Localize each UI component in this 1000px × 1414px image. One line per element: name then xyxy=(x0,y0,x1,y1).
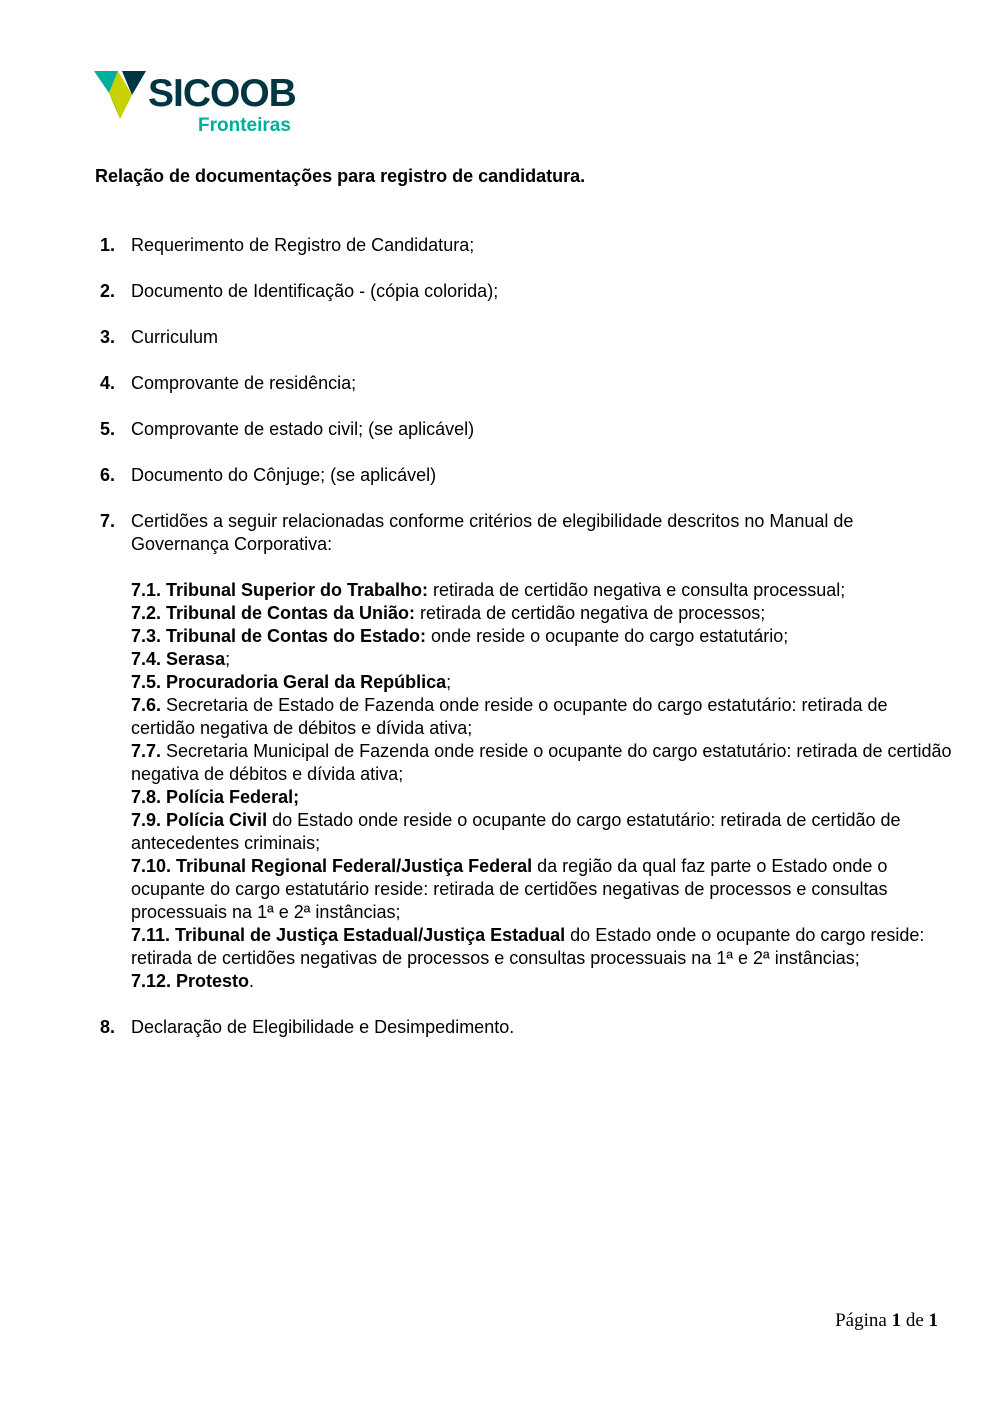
list-item-text: Documento de Identificação - (cópia colorida); xyxy=(131,281,499,301)
list-item-number: 6. xyxy=(100,465,116,485)
page-total: 1 xyxy=(928,1310,938,1331)
list-item-4 xyxy=(95,372,955,395)
sub-item-text: . xyxy=(249,971,255,991)
sub-item-bold: 7.6. xyxy=(131,695,162,715)
sub-item-text: do Estado onde o ocupante do cargo reside: retirada de certidões negativas de processos e consultas processuais na 1ª e 2ª instâncias; xyxy=(131,925,925,968)
list-item-8 xyxy=(95,1016,955,1039)
list-item-2 xyxy=(95,280,955,303)
page-number-footer xyxy=(835,1310,938,1332)
sub-item-bold: 7.12. Protesto xyxy=(131,971,250,991)
list-item-number: 2. xyxy=(100,281,116,301)
list-item-text: Comprovante de residência; xyxy=(131,373,357,393)
sub-item-bold: 7.4. Serasa xyxy=(131,649,226,669)
sub-item-7-10 xyxy=(131,855,955,924)
certidoes-sublist xyxy=(131,579,955,993)
list-item-1 xyxy=(95,234,955,257)
logo-brand-text: SICOOB xyxy=(148,72,296,115)
document-title: Relação de documentações para registro de candidatura. xyxy=(95,166,586,186)
sub-item-7-11 xyxy=(131,924,955,970)
list-item-3 xyxy=(95,326,955,349)
list-item-text: Declaração de Elegibilidade e Desimpedimento. xyxy=(131,1017,515,1037)
sub-item-7-3 xyxy=(131,625,955,648)
sub-item-bold: 7.9. Polícia Civil xyxy=(131,810,268,830)
sub-item-7-9 xyxy=(131,809,955,855)
sub-item-7-1 xyxy=(131,579,955,602)
sub-item-7-2 xyxy=(131,602,955,625)
sub-item-7-7 xyxy=(131,740,955,786)
page-separator: de xyxy=(905,1310,924,1331)
list-item-text: Certidões a seguir relacionadas conforme critérios de elegibilidade descritos no Manual de Governança Corporativa: xyxy=(131,511,854,554)
list-item-number: 4. xyxy=(100,373,116,393)
sub-item-bold: 7.8. Polícia Federal; xyxy=(131,787,300,807)
sub-item-7-8 xyxy=(131,786,955,809)
sub-item-text: ; xyxy=(446,672,452,692)
sub-item-bold: 7.5. Procuradoria Geral da República xyxy=(131,672,447,692)
list-item-number: 1. xyxy=(100,235,116,255)
sub-item-7-12 xyxy=(131,970,955,993)
document-list xyxy=(95,234,955,1039)
list-item-6 xyxy=(95,464,955,487)
sub-item-bold: 7.3. Tribunal de Contas do Estado: xyxy=(131,626,427,646)
sub-item-bold: 7.1. Tribunal Superior do Trabalho: xyxy=(131,580,429,600)
list-item-number: 5. xyxy=(100,419,116,439)
page-current: 1 xyxy=(891,1310,902,1331)
sub-item-text: do Estado onde reside o ocupante do cargo estatutário: retirada de certidão de antecedentes criminais; xyxy=(131,810,901,853)
sicoob-logo-icon xyxy=(94,71,146,121)
sub-item-text: retirada de certidão negativa e consulta processual; xyxy=(428,580,846,600)
list-item-5 xyxy=(95,418,955,441)
list-item-text: Documento do Cônjuge; (se aplicável) xyxy=(131,465,437,485)
sub-item-bold: 7.7. xyxy=(131,741,162,761)
sub-item-7-4 xyxy=(131,648,955,671)
page-label: Página xyxy=(835,1310,887,1331)
sub-item-7-6 xyxy=(131,694,955,740)
sub-item-bold: 7.10. Tribunal Regional Federal/Justiça Federal xyxy=(131,856,533,876)
list-item-number: 7. xyxy=(100,511,116,531)
sub-item-7-5 xyxy=(131,671,955,694)
sub-item-text: retirada de certidão negativa de processos; xyxy=(415,603,766,623)
sub-item-text: Secretaria de Estado de Fazenda onde reside o ocupante do cargo estatutário: retirada de certidão negativa de débitos e dívida ativa; xyxy=(131,695,888,738)
logo-subtitle-text: Fronteiras xyxy=(198,115,291,136)
sub-item-text: ; xyxy=(225,649,231,669)
sub-item-text: Secretaria Municipal de Fazenda onde reside o ocupante do cargo estatutário: retirada de certidão negativa de débitos e dívida ativa; xyxy=(131,741,952,784)
sub-item-text: da região da qual faz parte o Estado onde o ocupante do cargo estatutário reside: retirada de certidões negativas de processos e consultas processuais na 1ª e 2ª instâncias; xyxy=(131,856,888,922)
list-item-number: 3. xyxy=(100,327,116,347)
sub-item-bold: 7.11. Tribunal de Justiça Estadual/Justiça Estadual xyxy=(131,925,566,945)
sub-item-text: onde reside o ocupante do cargo estatutário; xyxy=(426,626,789,646)
sub-item-bold: 7.2. Tribunal de Contas da União: xyxy=(131,603,416,623)
list-item-7 xyxy=(95,510,955,993)
list-item-text: Comprovante de estado civil; (se aplicável) xyxy=(131,419,475,439)
sicoob-logo xyxy=(94,68,314,138)
list-item-text: Requerimento de Registro de Candidatura; xyxy=(131,235,475,255)
list-item-text: Curriculum xyxy=(131,327,219,347)
list-item-number: 8. xyxy=(100,1017,116,1037)
